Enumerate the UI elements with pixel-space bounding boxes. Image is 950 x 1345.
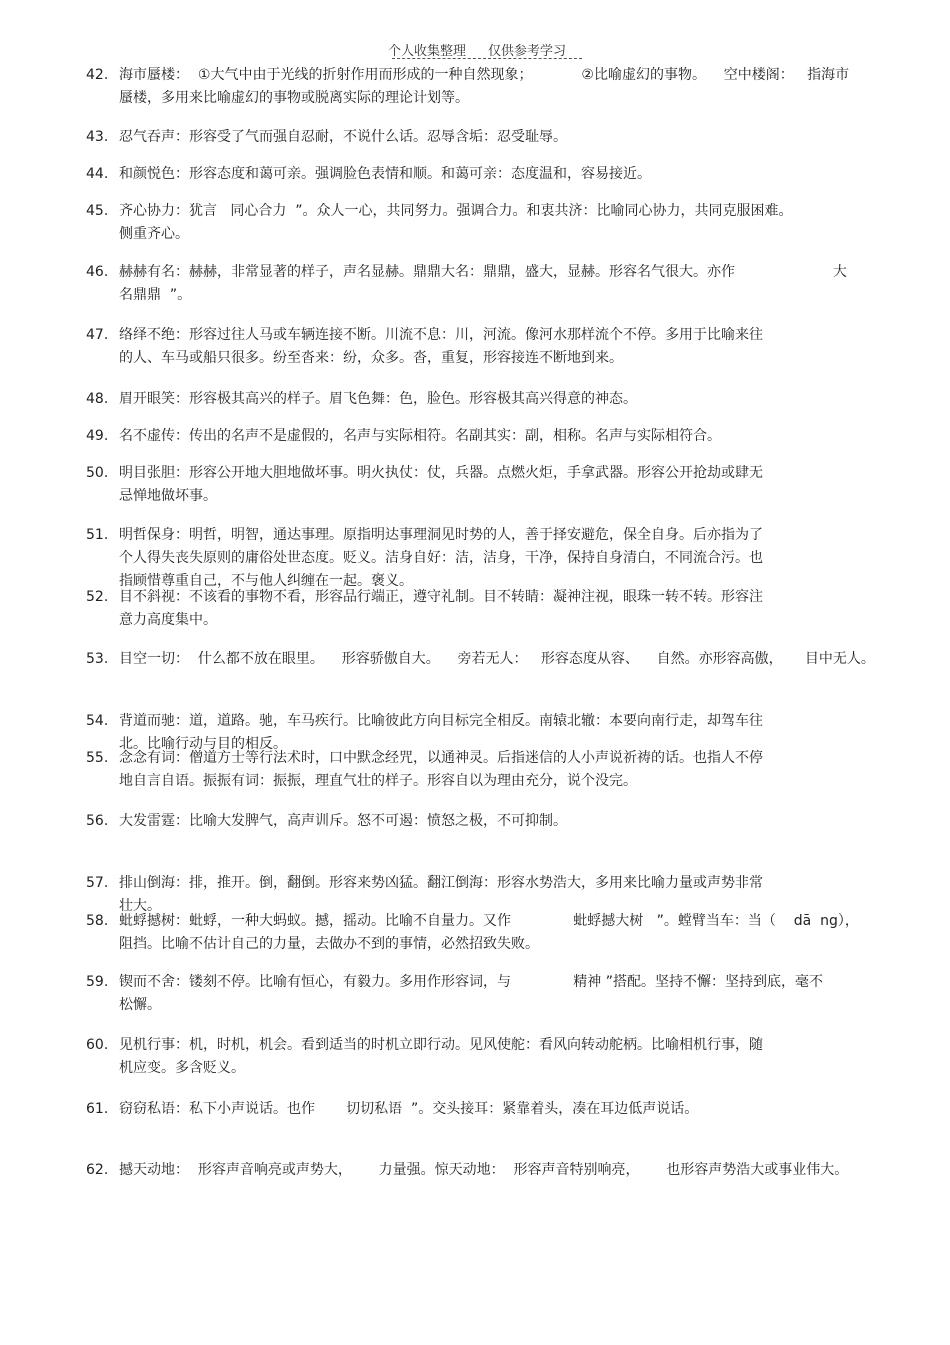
entry-line: 明哲保身：明哲，明智，通达事理。原指明达事理洞见时势的人，善于择安避危，保全自身。后亦指为了 [119, 527, 763, 543]
entry-number: 61. [86, 1101, 109, 1117]
entry-line: 窃窃私语：私下小声说话。也作 切切私语 ”。交头接耳：紧靠着头，凑在耳边低声说话。 [119, 1101, 699, 1117]
entry-line: 名不虚传：传出的名声不是虚假的，名声与实际相符。名副其实：副，相称。名声与实际相符合。 [119, 428, 721, 444]
entry-number: 56. [86, 813, 109, 829]
entry-line: 络绎不绝：形容过往人马或车辆连接不断。川流不息：川，河流。像河水那样流个不停。多用于比喻来往 [119, 327, 763, 343]
idiom-entry [86, 910, 859, 956]
entry-line: 蚍蜉撼树：蚍蜉，一种大蚂蚁。撼，摇动。比喻不自量力。又作 蚍蜉撼大树 ”。螳臂当车：当（ dā ng）， [119, 913, 859, 929]
entry-line: 锲而不舍：镂刻不停。比喻有恒心，有毅力。多用作形容词，与 精神 ”搭配。坚持不懈：坚持到底，毫不 [119, 974, 824, 990]
entry-line: 蜃楼，多用来比喻虚幻的事物或脱离实际的理论计划等。 [119, 90, 469, 106]
idiom-entry [86, 648, 875, 671]
entry-number: 55. [86, 750, 109, 766]
idiom-entry [86, 462, 763, 508]
entry-line: 机应变。多含贬义。 [119, 1060, 245, 1076]
entry-line: 海市蜃楼： ①大气中由于光线的折射作用而形成的一种自然现象； ②比喻虚幻的事物。 空中楼阁： 指海市 [119, 67, 850, 83]
idiom-entry [86, 747, 763, 793]
entry-line: 背道而驰：道，道路。驰，车马疾行。比喻彼此方向目标完全相反。南辕北辙：本要向南行走，却驾车往 [119, 713, 763, 729]
entry-line: 地自言自语。振振有词：振振，理直气壮的样子。形容自以为理由充分，说个没完。 [119, 773, 637, 789]
entry-number: 62. [86, 1162, 109, 1178]
entry-line: 指顾惜尊重自己，不与他人纠缠在一起。褒义。 [119, 573, 413, 589]
entry-number: 53. [86, 651, 109, 667]
idiom-entry [86, 810, 567, 833]
entry-number: 43. [86, 129, 109, 145]
entry-line: 和颜悦色：形容态度和蔼可亲。强调脸色表情和顺。和蔼可亲：态度温和，容易接近。 [119, 166, 651, 182]
entry-line: 排山倒海：排，推开。倒，翻倒。形容来势凶猛。翻江倒海：形容水势浩大，多用来比喻力量或声势非常 [119, 875, 763, 891]
entry-number: 42. [86, 67, 109, 83]
idiom-entry [86, 324, 763, 370]
entry-line: 壮大。 [119, 898, 161, 914]
idiom-entry [86, 425, 721, 448]
idiom-entry [86, 388, 637, 411]
entry-line: 目不斜视：不该看的事物不看，形容品行端正，遵守礼制。目不转睛：凝神注视，眼珠一转不转。形容注 [119, 589, 763, 605]
entry-line: 眉开眼笑：形容极其高兴的样子。眉飞色舞：色，脸色。形容极其高兴得意的神态。 [119, 391, 637, 407]
idiom-entry [86, 1098, 698, 1121]
idiom-entry [86, 163, 651, 186]
entry-line: 个人得失丧失原则的庸俗处世态度。贬义。洁身自好：洁，洁身，干净，保持自身清白，不同流合污。也 [119, 550, 763, 566]
entry-line: 齐心协力：犹言 同心合力 ”。众人一心，共同努力。强调合力。和衷共济：比喻同心协力，共同克服困难。 [119, 203, 793, 219]
idiom-entry [86, 1159, 848, 1182]
idiom-entry [86, 64, 849, 110]
header-left-text: 个人收集整理 [388, 44, 467, 59]
entry-line: 忌惮地做坏事。 [119, 488, 217, 504]
entry-number: 44. [86, 166, 109, 182]
entry-number: 58. [86, 913, 109, 929]
entry-line: 大发雷霆：比喻大发脾气，高声训斥。怒不可遏：愤怒之极，不可抑制。 [119, 813, 567, 829]
header-right-text: 仅供参考学习 [488, 44, 567, 59]
entry-number: 47. [86, 327, 109, 343]
idiom-entry [86, 126, 567, 149]
idiom-entry [86, 524, 763, 593]
entry-number: 51. [86, 527, 109, 543]
entry-line: 见机行事：机，时机，机会。看到适当的时机立即行动。见风使舵：看风向转动舵柄。比喻相机行事，随 [119, 1037, 763, 1053]
entry-number: 52. [86, 589, 109, 605]
entry-number: 49. [86, 428, 109, 444]
entry-line: 撼天动地： 形容声音响亮或声势大， 力量强。惊天动地： 形容声音特别响亮， 也形容声势浩大或事业伟大。 [119, 1162, 849, 1178]
idiom-entry [86, 586, 763, 632]
entry-number: 59. [86, 974, 109, 990]
entry-number: 60. [86, 1037, 109, 1053]
entry-line: 忍气吞声：形容受了气而强自忍耐，不说什么话。忍辱含垢：忍受耻辱。 [119, 129, 567, 145]
idiom-entry [86, 261, 847, 307]
entry-number: 54. [86, 713, 109, 729]
entry-line: 赫赫有名：赫赫，非常显著的样子，声名显赫。鼎鼎大名：鼎鼎，盛大，显赫。形容名气很大。亦作 大 [119, 264, 847, 280]
idiom-entry [86, 200, 793, 246]
entry-line: 阻挡。比喻不估计自己的力量，去做办不到的事情，必然招致失败。 [119, 936, 539, 952]
idiom-entry [86, 971, 823, 1017]
header-rule [392, 58, 582, 59]
entry-line: 名鼎鼎 ”。 [119, 287, 192, 303]
entry-line: 北。比喻行动与目的相反。 [119, 736, 287, 752]
entry-line: 明目张胆：形容公开地大胆地做坏事。明火执仗：仗，兵器。点燃火炬，手拿武器。形容公开抢劫或肆无 [119, 465, 763, 481]
entry-number: 48. [86, 391, 109, 407]
entry-line: 侧重齐心。 [119, 226, 189, 242]
entry-number: 57. [86, 875, 109, 891]
entry-line: 的人、车马或船只很多。纷至沓来：纷，众多。沓，重复，形容接连不断地到来。 [119, 350, 623, 366]
page-header [388, 40, 566, 59]
entry-line: 意力高度集中。 [119, 612, 217, 628]
idiom-entry [86, 1034, 763, 1080]
entry-number: 45. [86, 203, 109, 219]
entry-number: 50. [86, 465, 109, 481]
entry-line: 松懈。 [119, 997, 161, 1013]
entry-number: 46. [86, 264, 109, 280]
entry-line: 念念有词：僧道方士等行法术时，口中默念经咒，以通神灵。后指迷信的人小声说祈祷的话。也指人不停 [119, 750, 763, 766]
entry-line: 目空一切： 什么都不放在眼里。 形容骄傲自大。 旁若无人： 形容态度从容、 自然。亦形容高傲， 目中无人。 [119, 651, 875, 667]
